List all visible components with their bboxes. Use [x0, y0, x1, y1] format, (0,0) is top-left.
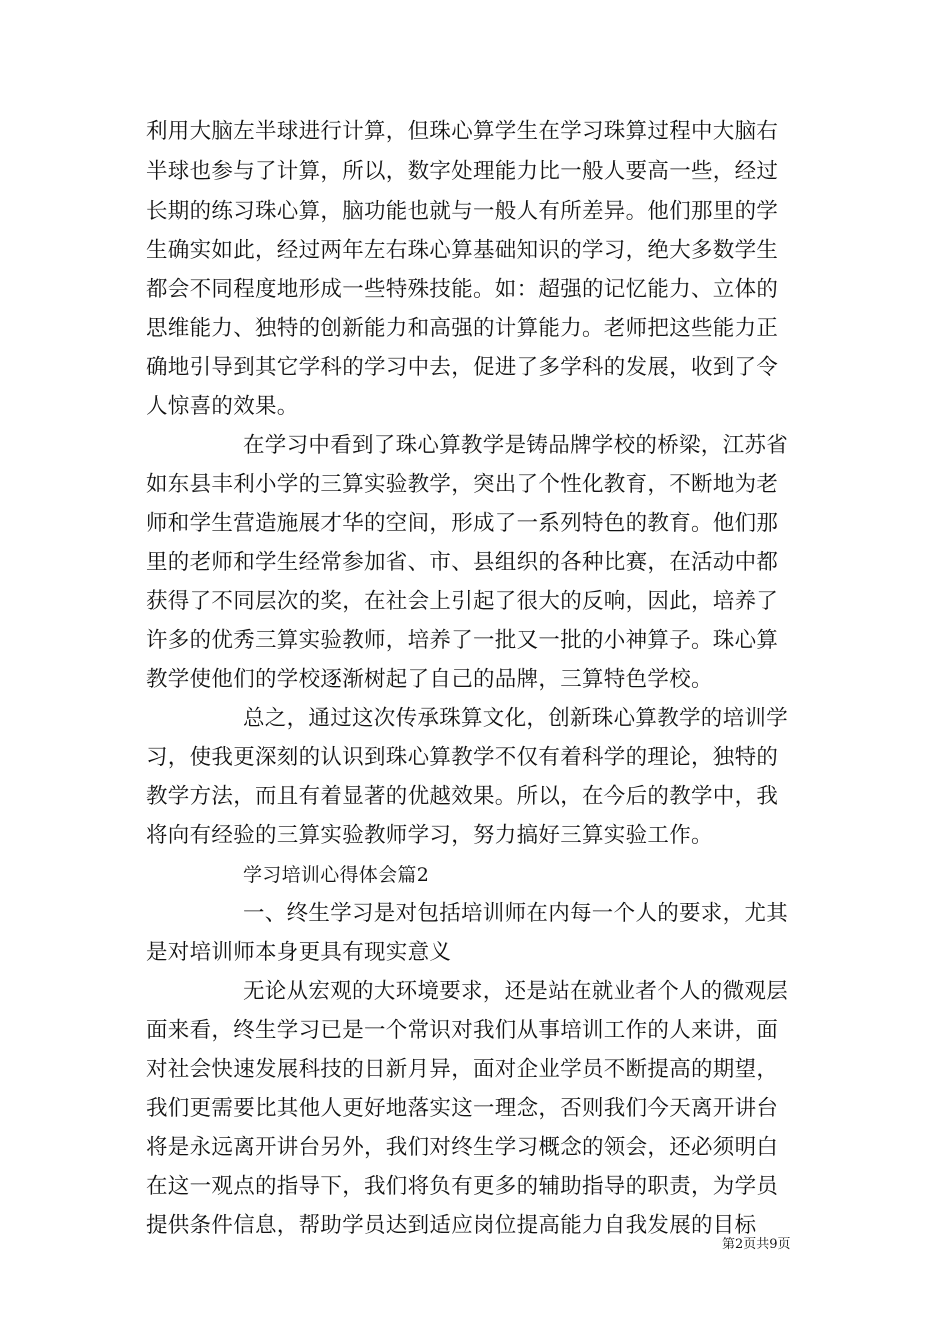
- paragraph-start-line: 总之，通过这次传承珠算文化，创新珠心算教学的培训学: [243, 706, 789, 731]
- text-line: 在这一观点的指导下，我们将负有更多的辅助指导的职责，为学员: [146, 1174, 779, 1199]
- text-line: 生确实如此，经过两年左右珠心算基础知识的学习，绝大多数学生: [146, 238, 779, 263]
- text-line: 师和学生营造施展才华的空间，形成了一系列特色的教育。他们那: [146, 511, 779, 536]
- text-line: 面来看，终生学习已是一个常识对我们从事培训工作的人来讲，面: [146, 1018, 779, 1043]
- text-line: 教学方法，而且有着显著的优越效果。所以，在今后的教学中，我: [146, 784, 779, 809]
- text-line: 思维能力、独特的创新能力和高强的计算能力。老师把这些能力正: [146, 316, 779, 341]
- text-line: 半球也参与了计算，所以，数字处理能力比一般人要高一些，经过: [146, 159, 779, 184]
- page-number-footer: 第2页共9页: [722, 1237, 791, 1252]
- text-line: 许多的优秀三算实验教师，培养了一批又一批的小神算子。珠心算: [146, 628, 779, 653]
- text-line: 获得了不同层次的奖，在社会上引起了很大的反响，因此，培养了: [146, 589, 779, 614]
- text-line: 利用大脑左半球进行计算，但珠心算学生在学习珠算过程中大脑右: [146, 119, 779, 144]
- text-line: 里的老师和学生经常参加省、市、县组织的各种比赛，在活动中都: [146, 550, 779, 575]
- text-line: 人惊喜的效果。: [146, 394, 299, 419]
- text-line: 确地引导到其它学科的学习中去，促进了多学科的发展，收到了令: [146, 355, 779, 380]
- paragraph-start-line: 无论从宏观的大环境要求，还是站在就业者个人的微观层: [243, 979, 789, 1004]
- text-line: 将向有经验的三算实验教师学习，努力搞好三算实验工作。: [146, 823, 713, 848]
- section-heading: 学习培训心得体会篇2: [243, 864, 430, 886]
- text-line: 是对培训师本身更具有现实意义: [146, 940, 452, 965]
- text-line: 长期的练习珠心算，脑功能也就与一般人有所差异。他们那里的学: [146, 199, 779, 224]
- text-line: 将是永远离开讲台另外，我们对终生学习概念的领会，还必须明白: [146, 1135, 779, 1160]
- text-line: 对社会快速发展科技的日新月异，面对企业学员不断提高的期望，: [146, 1057, 779, 1082]
- text-line: 教学使他们的学校逐渐树起了自己的品牌，三算特色学校。: [146, 667, 713, 692]
- text-line: 习，使我更深刻的认识到珠心算教学不仅有着科学的理论，独特的: [146, 745, 779, 770]
- text-line: 提供条件信息，帮助学员达到适应岗位提高能力自我发展的目标: [146, 1213, 757, 1238]
- paragraph-start-line: 一、终生学习是对包括培训师在内每一个人的要求，尤其: [243, 901, 789, 926]
- text-line: 如东县丰利小学的三算实验教学，突出了个性化教育，不断地为老: [146, 472, 779, 497]
- text-line: 我们更需要比其他人更好地落实这一理念，否则我们今天离开讲台: [146, 1096, 779, 1121]
- text-line: 都会不同程度地形成一些特殊技能。如：超强的记忆能力、立体的: [146, 277, 779, 302]
- paragraph-start-line: 在学习中看到了珠心算教学是铸品牌学校的桥梁，江苏省: [243, 433, 789, 458]
